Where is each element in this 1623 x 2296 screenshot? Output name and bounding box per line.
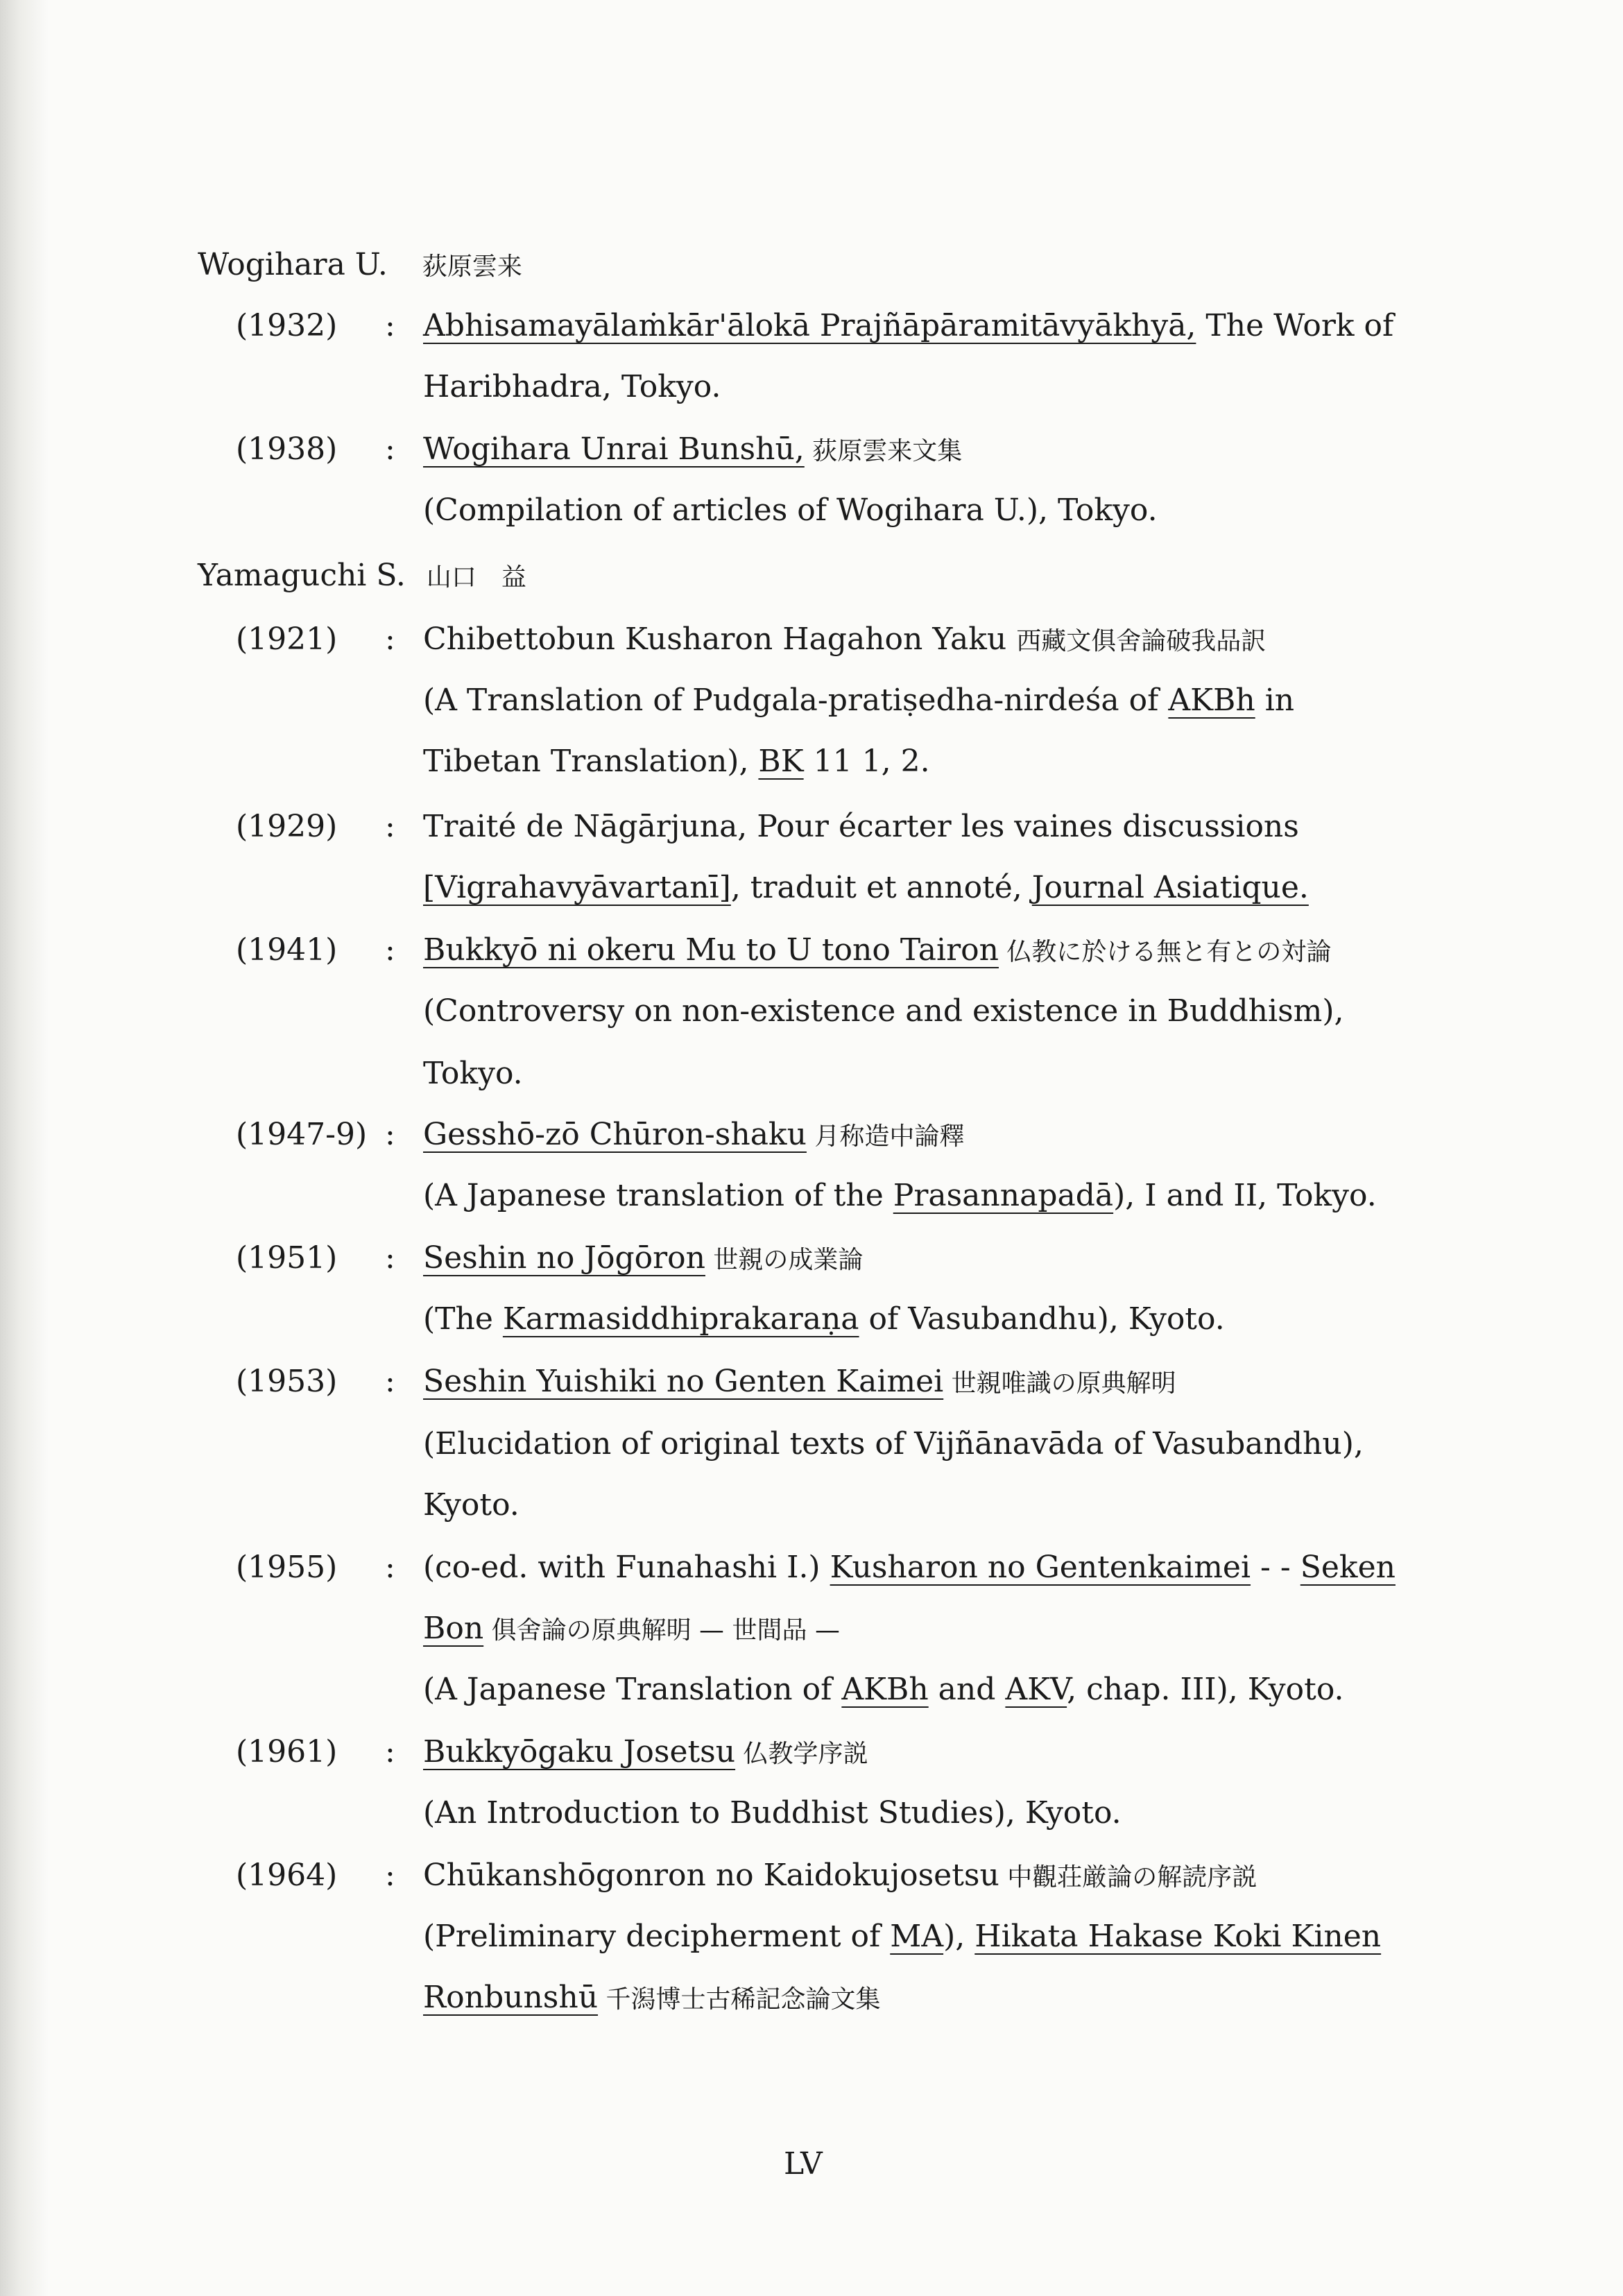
text: 11 1, 2.: [803, 744, 930, 779]
text: Chūkanshōgonron no Kaidokujosetsu: [423, 1858, 999, 1893]
title-underlined: Ronbunshū: [423, 1980, 599, 2015]
entry-line: [423, 1361, 1176, 1405]
page-number: LV: [784, 2146, 823, 2182]
text: , traduit et annoté,: [730, 870, 1032, 905]
entry-year: (1955): [236, 1550, 338, 1585]
cjk-title: 世親唯識の原典解明: [943, 1369, 1176, 1398]
text: (co-ed. with Funahashi I.): [423, 1550, 830, 1585]
journal-underlined: Journal Asiatique.: [1031, 870, 1309, 905]
entry-line: [423, 619, 1266, 662]
entry-line: [423, 1547, 1396, 1588]
entry-year: (1938): [236, 431, 338, 467]
text: - -: [1251, 1550, 1300, 1585]
title-underlined: Karmasiddhiprakaraṇa: [502, 1301, 859, 1337]
cjk-title: 千潟博士古稀記念論文集: [598, 1985, 881, 2014]
entry-year: (1947-9): [236, 1117, 368, 1152]
colon: :: [385, 809, 395, 844]
title-underlined: Bukkyō ni okeru Mu to U tono Tairon: [423, 932, 999, 968]
text: Traité de Nāgārjuna, Pour écarter les vaines discussions: [423, 809, 1299, 844]
cjk-title: 中觀荘厳論の解読序説: [999, 1863, 1257, 1892]
author-name-cjk: 荻原雲来: [422, 252, 522, 281]
entry-line: [423, 867, 1309, 909]
title-underlined: Abhisamayālaṁkār'ālokā Prajñāpāramitāvyākhyā,: [423, 308, 1196, 343]
abbrev-underlined: MA: [890, 1919, 944, 1954]
entry-year: (1951): [236, 1240, 338, 1276]
text: (Elucidation of original texts of Vijñānavāda of Vasubandhu),: [423, 1426, 1364, 1462]
colon: :: [385, 1117, 395, 1152]
colon: :: [385, 622, 395, 657]
colon: :: [385, 932, 395, 968]
entry-line: [423, 1114, 964, 1158]
entry-line: [423, 366, 721, 408]
text: , chap. III), Kyoto.: [1067, 1672, 1344, 1707]
entry-line: [423, 1237, 863, 1281]
title-underlined: Kusharon no Gentenkaimei: [830, 1550, 1251, 1585]
title-underlined: Prasannapadā: [893, 1178, 1114, 1213]
cjk-title: 俱舍論の原典解明 — 世間品 —: [483, 1616, 840, 1645]
entry-line: [423, 1669, 1344, 1711]
title-underlined: Bukkyōgaku Josetsu: [423, 1734, 736, 1770]
entry-year: (1964): [236, 1858, 338, 1893]
entry-line: [423, 929, 1331, 973]
title-underlined: Gesshō-zō Chūron-shaku: [423, 1117, 807, 1152]
colon: :: [385, 1550, 395, 1585]
author-name: Wogihara U.: [198, 247, 388, 282]
text: and: [928, 1672, 1006, 1707]
text: (Compilation of articles of Wogihara U.), Tokyo.: [423, 492, 1158, 528]
colon: :: [385, 308, 395, 343]
entry-line: [423, 1792, 1122, 1834]
entry-line: [423, 741, 930, 782]
entry-line: [423, 1484, 519, 1526]
abbrev-underlined: AKBh: [841, 1672, 929, 1707]
text: (A Translation of Pudgala-pratiṣedha-nirdeśa of: [423, 683, 1169, 718]
title-underlined: Seshin Yuishiki no Genten Kaimei: [423, 1364, 944, 1399]
entry-year: (1932): [236, 308, 338, 343]
entry-line: [423, 1977, 881, 2021]
title-underlined: Wogihara Unrai Bunshū,: [423, 431, 805, 467]
entry-line: [423, 1175, 1377, 1217]
text: Tibetan Translation),: [423, 744, 759, 779]
title-underlined: [Vigrahavyāvartanī]: [423, 870, 731, 905]
text: (A Japanese translation of the: [423, 1178, 893, 1213]
title-underlined: Seshin no Jōgōron: [423, 1240, 705, 1276]
entry-line: [423, 1423, 1364, 1465]
entry-year: (1953): [236, 1364, 338, 1399]
entry-line: [423, 1608, 840, 1652]
entry-line: [423, 490, 1158, 531]
entry-line: [423, 991, 1344, 1032]
author-heading-yamaguchi: [198, 555, 526, 599]
text: (A Japanese Translation of: [423, 1672, 842, 1707]
text: of Vasubandhu), Kyoto.: [859, 1301, 1225, 1337]
author-name: Yamaguchi S.: [198, 558, 406, 593]
entry-line: [423, 1731, 868, 1775]
colon: :: [385, 1240, 395, 1276]
entry-year: (1961): [236, 1734, 338, 1770]
abbrev-underlined: BK: [758, 744, 804, 779]
colon: :: [385, 1858, 395, 1893]
entry-year: (1929): [236, 809, 338, 844]
text: (An Introduction to Buddhist Studies), Kyoto.: [423, 1795, 1122, 1831]
cjk-title: 荻原雲来文集: [804, 437, 963, 465]
author-name-cjk: 山口 益: [426, 563, 526, 592]
text: Chibettobun Kusharon Hagahon Yaku: [423, 622, 1017, 657]
cjk-title: 月称造中論釋: [806, 1122, 965, 1151]
entry-line: [423, 1053, 523, 1095]
text: in: [1255, 683, 1295, 718]
cjk-title: 世親の成業論: [705, 1246, 864, 1274]
colon: :: [385, 1734, 395, 1770]
title-underlined: Hikata Hakase Koki Kinen: [974, 1919, 1382, 1954]
abbrev-underlined: AKV: [1005, 1672, 1067, 1707]
abbrev-underlined: AKBh: [1168, 683, 1255, 718]
entry-line: [423, 1855, 1257, 1899]
cjk-title: 西藏文俱舍論破我品訳: [1016, 627, 1266, 656]
text: Kyoto.: [423, 1487, 519, 1523]
cjk-title: 仏教学序説: [735, 1740, 868, 1768]
text: The Work of: [1196, 308, 1394, 343]
text: (The: [423, 1301, 503, 1337]
text: Haribhadra, Tokyo.: [423, 369, 721, 404]
author-heading-wogihara: [198, 244, 522, 288]
colon: :: [385, 1364, 395, 1399]
text: ),: [943, 1919, 975, 1954]
title-underlined: Seken: [1300, 1550, 1396, 1585]
colon: :: [385, 431, 395, 467]
entry-year: (1921): [236, 622, 338, 657]
scan-edge: [0, 0, 49, 2296]
text: (Controversy on non-existence and existence in Buddhism),: [423, 993, 1344, 1029]
entry-line: [423, 680, 1294, 721]
entry-year: (1941): [236, 932, 338, 968]
entry-line: [423, 1299, 1225, 1340]
cjk-title: 仏教に於ける無と有との対論: [998, 938, 1332, 966]
text: (Preliminary decipherment of: [423, 1919, 891, 1954]
text: Tokyo.: [423, 1056, 523, 1091]
title-underlined: Bon: [423, 1611, 484, 1646]
text: ), I and II, Tokyo.: [1113, 1178, 1377, 1213]
entry-line: [423, 305, 1393, 347]
entry-line: [423, 806, 1299, 848]
entry-line: [423, 1916, 1381, 1957]
entry-line: [423, 429, 962, 472]
